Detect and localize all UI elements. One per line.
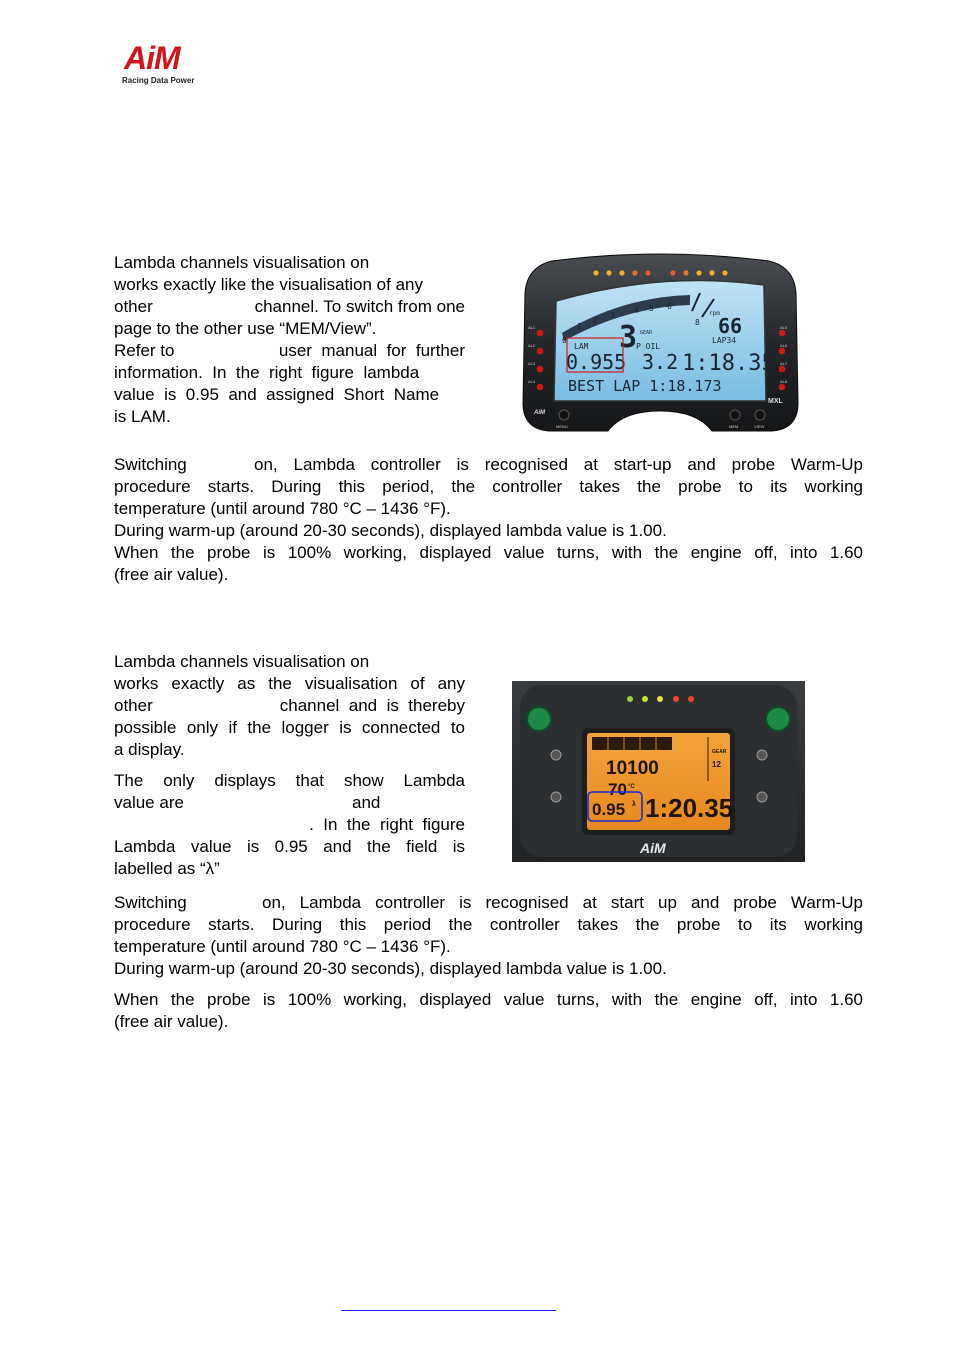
wheel-brand: AiM: [640, 840, 666, 856]
poil-label: P OIL: [636, 342, 661, 351]
gear-label: GEAR: [640, 330, 653, 336]
rpm-value: 10100: [606, 758, 659, 779]
al-label: AL7: [780, 361, 788, 366]
al-label: AL5: [780, 325, 788, 330]
speed-value: 66: [718, 314, 743, 338]
menu-label: MENU: [556, 424, 568, 429]
rpm-tick: 2: [593, 316, 598, 325]
footer-link[interactable]: [341, 1310, 556, 1311]
rpm-bar: [592, 737, 672, 750]
al-label: AL3: [528, 361, 536, 366]
lap-time: 1:20.35: [645, 793, 734, 823]
s2-line: . In the right figure: [309, 815, 465, 834]
s1-line: user manual for further: [278, 341, 465, 360]
left-top-button[interactable]: [551, 750, 561, 760]
right-green-button[interactable]: [766, 707, 790, 731]
s1-line: channel. To switch from one: [254, 297, 465, 316]
s2-line-split: [114, 695, 465, 717]
left-green-button[interactable]: [527, 707, 551, 731]
logo-mark: AiM: [124, 40, 180, 76]
s1-line: Refer to: [114, 341, 175, 360]
temp-unit: °C: [628, 784, 635, 790]
s2-line: other: [114, 696, 153, 715]
lap-label: LAP34: [712, 336, 737, 345]
s2-warmup: During warm-up (around 20-30 seconds), displayed lambda value is 1.00.: [114, 959, 667, 978]
s2-line: The only displays that show Lambda: [114, 771, 465, 790]
gear-value: 12: [712, 760, 721, 769]
menu-button[interactable]: [559, 410, 569, 420]
view-label: VIEW: [754, 424, 765, 429]
aim-logo: [118, 40, 208, 90]
right-bottom-button[interactable]: [757, 792, 767, 802]
best-lap: BEST LAP 1:18.173: [568, 377, 722, 395]
s2-line: possible only if the logger is connected to: [114, 718, 465, 737]
s2-switch-word: Switching: [114, 893, 187, 912]
s2-line: Lambda channels visualisation on: [114, 652, 370, 671]
s1-line: works exactly like the visualisation of any: [114, 275, 423, 294]
s2-line: channel and is thereby: [279, 696, 465, 715]
view-button[interactable]: [755, 410, 765, 420]
rpm-tick: 5: [649, 304, 654, 313]
rpm-tick: 4: [634, 306, 639, 315]
al-label: AL2: [528, 343, 536, 348]
s1-line: page to the other use “MEM/View”.: [114, 319, 377, 338]
rpm-tick: 0: [562, 336, 567, 345]
gear-label: GEAR: [712, 749, 727, 755]
s1-switch-line: [114, 454, 863, 476]
lam-value: 0.955: [566, 350, 627, 374]
rpm-tick: 8: [695, 318, 700, 327]
s2-line: a display.: [114, 740, 185, 759]
s2-line-split: [114, 792, 465, 814]
mem-label: MEM: [729, 424, 739, 429]
s2-switch-rest: on, Lambda controller is recognised at start up and probe Warm-Up: [262, 893, 863, 912]
dash-brand: AiM: [534, 410, 545, 416]
s2-switch-line: procedure starts. During this period the controller takes the probe to its working: [114, 915, 863, 934]
al-label: AL6: [780, 343, 788, 348]
section2-intro: [114, 651, 465, 880]
s2-switch-line: temperature (until around 780 °C – 1436 °F).: [114, 937, 451, 956]
al-label: AL1: [528, 325, 536, 330]
lambda-value: 0.95: [592, 800, 626, 819]
section1-switching: [114, 454, 863, 586]
left-bottom-button[interactable]: [551, 792, 561, 802]
s2-line: value are: [114, 793, 184, 812]
right-top-button[interactable]: [757, 750, 767, 760]
lambda-symbol: λ: [632, 801, 636, 808]
rpm-unit: rpm: [709, 310, 720, 317]
mxl-dashboard-image: [522, 253, 799, 433]
s2-line: Lambda value is 0.95 and the field is: [114, 837, 465, 856]
s1-line-split: [114, 296, 465, 318]
s2-line: and: [352, 793, 381, 812]
s1-probe-line: (free air value).: [114, 565, 229, 584]
s1-switch-line: procedure starts. During this period, the controller takes the probe to its working: [114, 477, 863, 496]
lap-time: 1:18.35: [682, 351, 775, 376]
al-label: AL8: [780, 379, 788, 384]
section2-switching: [114, 892, 863, 1033]
temp-value: 70: [608, 780, 627, 799]
s1-warmup: During warm-up (around 20-30 seconds), displayed lambda value is 1.00.: [114, 521, 667, 540]
rpm-tick: 3: [610, 311, 615, 320]
s2-line: works exactly as the visualisation of any: [114, 674, 465, 693]
section1-intro: [114, 252, 465, 428]
logo-tagline: Racing Data Power: [122, 76, 195, 85]
gear-value: 3: [619, 320, 638, 355]
mem-button[interactable]: [730, 410, 740, 420]
rpm-tick: 6: [667, 302, 672, 311]
s2-probe-line: When the probe is 100% working, displayed value turns, with the engine off, into 1.60: [114, 990, 863, 1009]
s1-line: other: [114, 297, 153, 316]
s1-switch-rest: on, Lambda controller is recognised at start-up and probe Warm-Up: [254, 455, 863, 474]
rpm-tick: 1: [577, 322, 582, 331]
s1-switch-line: temperature (until around 780 °C – 1436 °F).: [114, 499, 451, 518]
s1-line: information. In the right figure lambda: [114, 363, 420, 382]
s2-probe-line: (free air value).: [114, 1012, 229, 1031]
lam-label: LAM: [574, 342, 589, 351]
model-label: MXL: [768, 398, 783, 405]
s1-line: value is 0.95 and assigned Short Name: [114, 385, 440, 404]
s2-switch-line: [114, 892, 863, 914]
s1-line-split: [114, 340, 465, 362]
al-label: AL4: [528, 379, 536, 384]
s1-probe-line: When the probe is 100% working, displayed value turns, with the engine off, into 1.60: [114, 543, 863, 562]
wheel-display-image: [512, 681, 805, 862]
s1-line: Lambda channels visualisation on: [114, 253, 370, 272]
s2-line: labelled as “λ”: [114, 859, 220, 878]
s1-line: is LAM.: [114, 407, 171, 426]
s1-switch-word: Switching: [114, 455, 187, 474]
poil-value: 3.2: [642, 350, 679, 374]
